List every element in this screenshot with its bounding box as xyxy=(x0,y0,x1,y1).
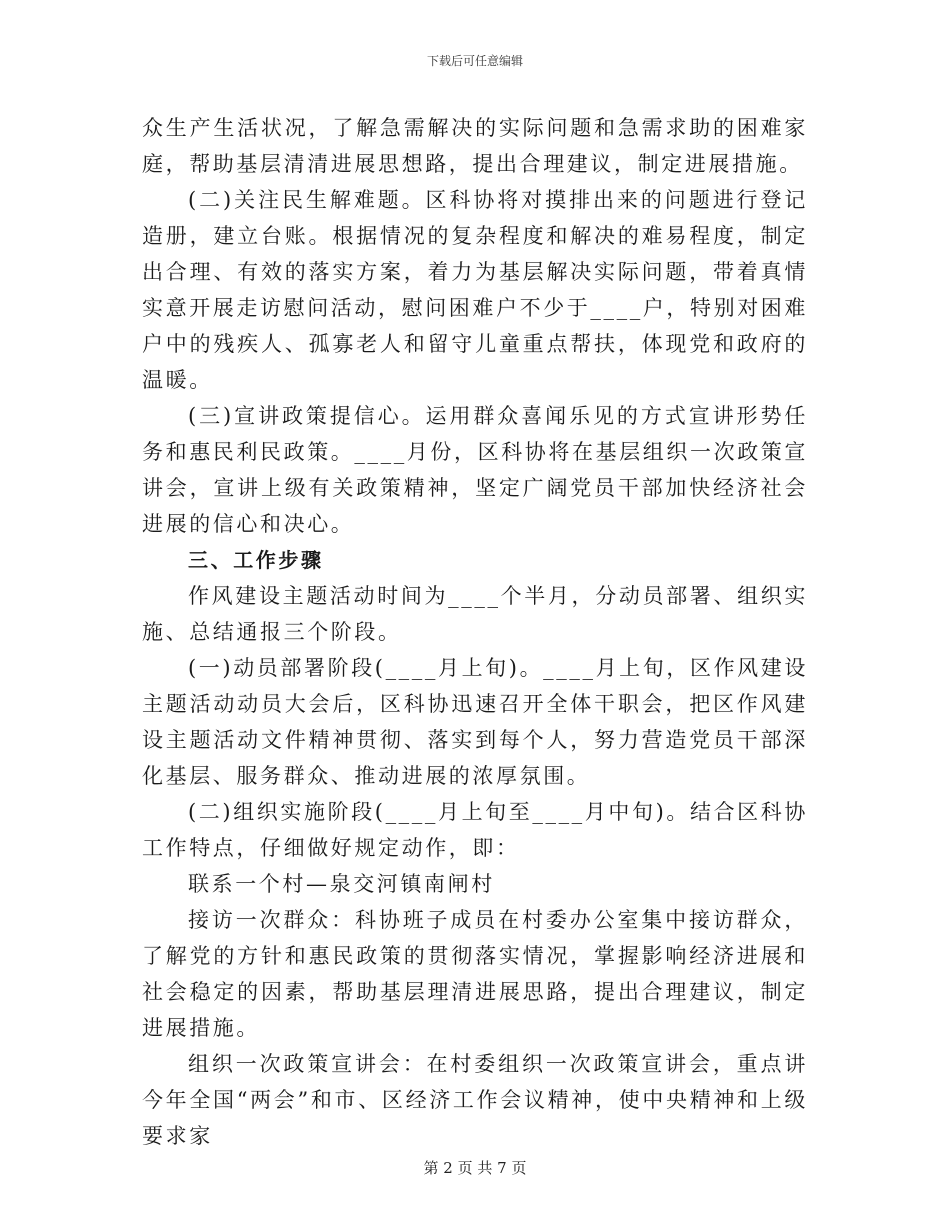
document-body xyxy=(142,110,808,1154)
page-header: 下载后可任意编辑 xyxy=(426,54,523,68)
body-paragraph: (二)关注民生解难题。区科协将对摸排出来的问题进行登记造册，建立台账。根据情况的复杂程度和解决的难易程度，制定出合理、有效的落实方案，着力为基层解决实际问题，带着真情实意开展走访慰问活动，慰问困难户不少于____户，特别对困难户中的残疾人、孤寡老人和留守儿童重点帮扶，体现党和政府的温暖。 xyxy=(142,188,808,392)
page-footer: 第 2 页 共 7 页 xyxy=(423,1159,527,1177)
body-paragraph: 作风建设主题活动时间为____个半月，分动员部署、组织实施、总结通报三个阶段。 xyxy=(142,584,808,644)
body-paragraph: (一)动员部署阶段(____月上旬)。____月上旬，区作风建设主题活动动员大会后，区科协迅速召开全体干职会，把区作风建设主题活动文件精神贯彻、落实到每个人，努力营造党员干部深化基层、服务群众、推动进展的浓厚氛围。 xyxy=(142,656,808,788)
body-paragraph: (二)组织实施阶段(____月上旬至____月中旬)。结合区科协工作特点，仔细做好规定动作，即： xyxy=(142,800,808,860)
section-heading: 三、工作步骤 xyxy=(188,548,324,572)
body-paragraph: 众生产生活状况，了解急需解决的实际问题和急需求助的困难家庭，帮助基层清清进展思想路，提出合理建议，制定进展措施。 xyxy=(142,116,808,176)
body-paragraph: 接访一次群众：科协班子成员在村委办公室集中接访群众，了解党的方针和惠民政策的贯彻落实情况，掌握影响经济进展和社会稳定的因素，帮助基层理清进展思路，提出合理建议，制定进展措施。 xyxy=(142,908,808,1040)
body-paragraph: 联系一个村—泉交河镇南闸村 xyxy=(188,872,495,896)
body-paragraph: 组织一次政策宣讲会：在村委组织一次政策宣讲会，重点讲今年全国“两会”和市、区经济工作会议精神，使中央精神和上级要求家 xyxy=(142,1052,808,1148)
body-paragraph: (三)宣讲政策提信心。运用群众喜闻乐见的方式宣讲形势任务和惠民利民政策。____月份，区科协将在基层组织一次政策宣讲会，宣讲上级有关政策精神，坚定广阔党员干部加快经济社会进展的信心和决心。 xyxy=(142,404,808,536)
